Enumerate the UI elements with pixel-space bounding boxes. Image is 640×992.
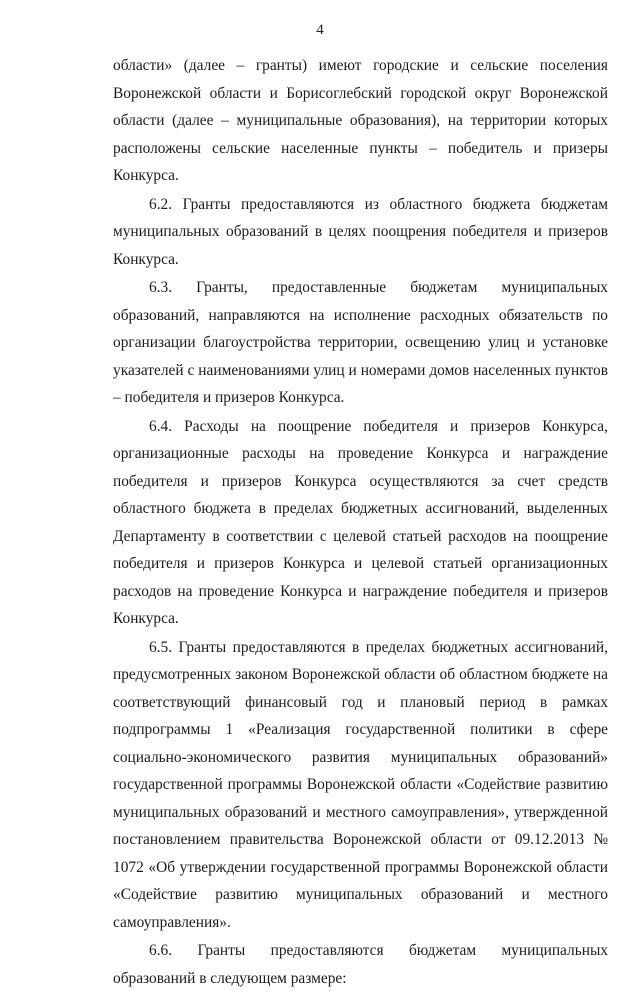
paragraph-6-6: 6.6. Гранты предоставляются бюджетам муниципальных образований в следующем размере: [113, 942, 608, 987]
document-body [113, 52, 608, 992]
paragraph-6-5: 6.5. Гранты предоставляются в пределах бюджетных ассигнований, предусмотренных законом Воронежской области об областном бюджете на соответствующий финансовый год и плановый период в рамках подпрограммы 1 «Реализация государственной политики в сфере социально-экономического развития муниципальных образований» государственной программы Воронежской области «Содействие развитию муниципальных образований и местного самоуправления», утвержденной постановлением правительства Воронежской области от 09.12.2013 № 1072 «Об утверждении государственной программы Воронежской области «Содействие развитию муниципальных образований и местного самоуправления». [113, 638, 608, 931]
page-number: 4 [316, 22, 324, 38]
paragraph-6-4: 6.4. Расходы на поощрение победителя и призеров Конкурса, организационные расходы на проведение Конкурса и награждение победителя и призеров Конкурса осуществляются за счет средств областного бюджета в пределах бюджетных ассигнований, выделенных Департаменту в соответствии с целевой статьей расходов на поощрение победителя и призеров Конкурса и целевой статьей организационных расходов на проведение Конкурса и награждение победителя и призеров Конкурса. [113, 417, 608, 627]
paragraph-continuation: области» (далее – гранты) имеют городские и сельские поселения Воронежской области и Борисоглебский городской округ Воронежской области (далее – муниципальные образования), на территории которых расположены сельские населенные пункты – победитель и призеры Конкурса. [113, 57, 608, 184]
paragraph-6-2: 6.2. Гранты предоставляются из областного бюджета бюджетам муниципальных образований в целях поощрения победителя и призеров Конкурса. [113, 195, 608, 268]
paragraph-6-3: 6.3. Гранты, предоставленные бюджетам муниципальных образований, направляются на исполнение расходных обязательств по организации благоустройства территории, освещению улиц и установке указателей с наименованиями улиц и номерами домов населенных пунктов – победителя и призеров Конкурса. [113, 279, 608, 406]
